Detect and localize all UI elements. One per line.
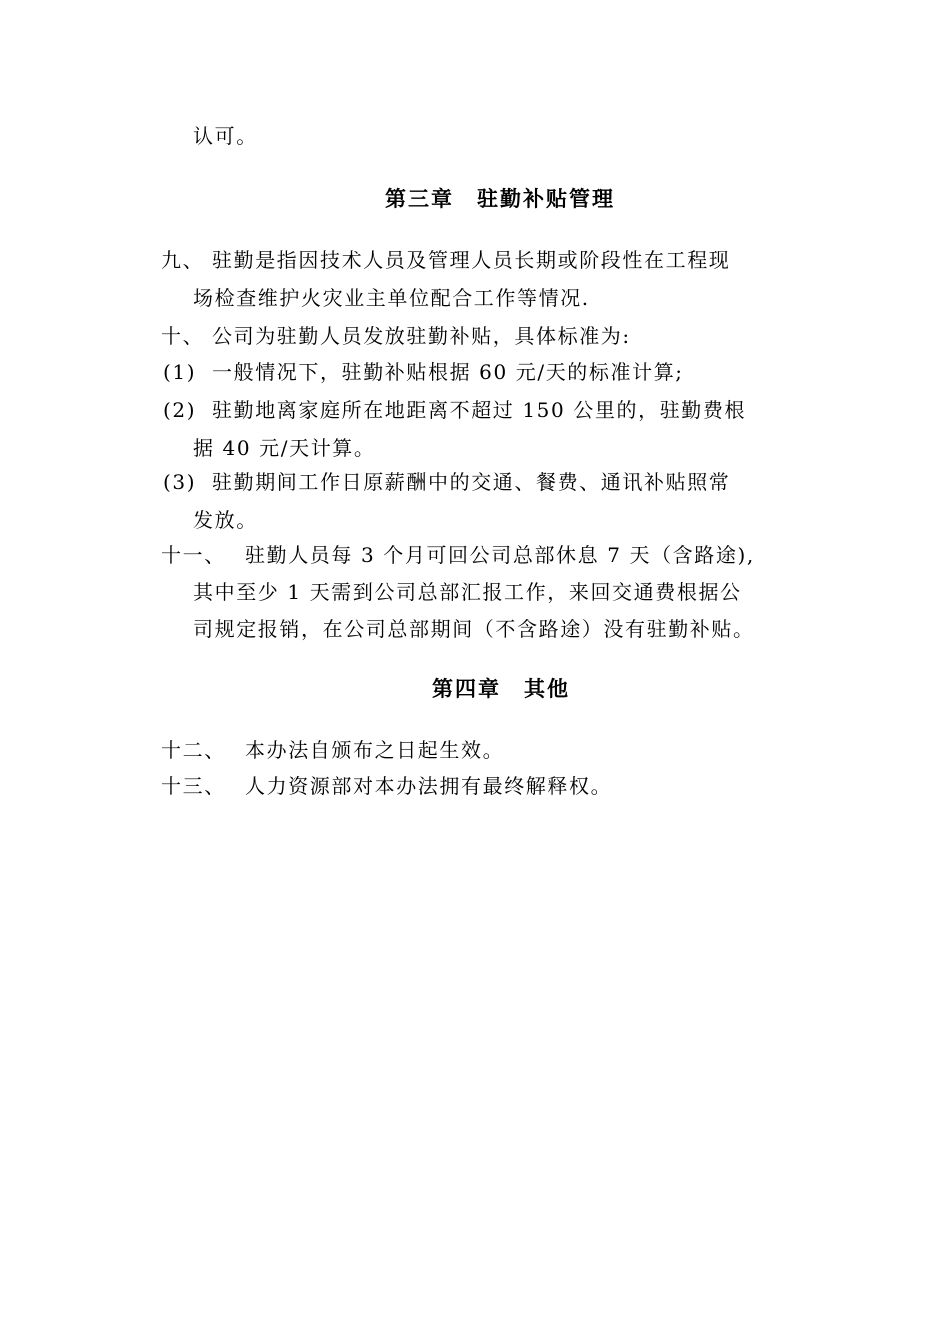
item-13-number: 十三、 — [161, 774, 226, 798]
sub-item-1-number: (1) — [163, 360, 197, 384]
item-10-number: 十、 — [161, 324, 205, 348]
sub-item-1-line-1: 一般情况下，驻勤补贴根据 60 元/天的标准计算; — [212, 360, 684, 384]
item-12-line-1: 本办法自颁布之日起生效。 — [245, 738, 505, 762]
item-11-number: 十一、 — [161, 543, 226, 567]
item-13-line-1: 人力资源部对本办法拥有最终解释权。 — [245, 774, 613, 798]
item-9-line-1: 驻勤是指因技术人员及管理人员长期或阶段性在工程现 — [212, 248, 731, 272]
chapter-3-heading: 第三章 驻勤补贴管理 — [385, 186, 615, 211]
sub-item-3-line-2: 发放。 — [193, 508, 258, 532]
item-12-number: 十二、 — [161, 738, 226, 762]
item-10-line-1: 公司为驻勤人员发放驻勤补贴，具体标准为: — [212, 324, 631, 348]
sub-item-2-line-2: 据 40 元/天计算。 — [193, 436, 376, 460]
item-11-line-3: 司规定报销，在公司总部期间（不含路途）没有驻勤补贴。 — [193, 617, 755, 641]
sub-item-2-number: (2) — [163, 398, 197, 422]
item-9-line-2: 场检查维护火灾业主单位配合工作等情况. — [193, 286, 590, 310]
sub-item-3-line-1: 驻勤期间工作日原薪酬中的交通、餐费、通讯补贴照常 — [212, 470, 731, 494]
item-11-line-2: 其中至少 1 天需到公司总部汇报工作，来回交通费根据公 — [193, 580, 742, 604]
sub-item-3-number: (3) — [163, 470, 197, 494]
continuation-text: 认可。 — [193, 124, 258, 148]
sub-item-2-line-1: 驻勤地离家庭所在地距离不超过 150 公里的，驻勤费根 — [212, 398, 747, 422]
chapter-4-heading: 第四章 其他 — [432, 676, 570, 701]
item-11-line-1: 驻勤人员每 3 个月可回公司总部休息 7 天（含路途), — [245, 543, 755, 567]
item-9-number: 九、 — [161, 248, 205, 272]
